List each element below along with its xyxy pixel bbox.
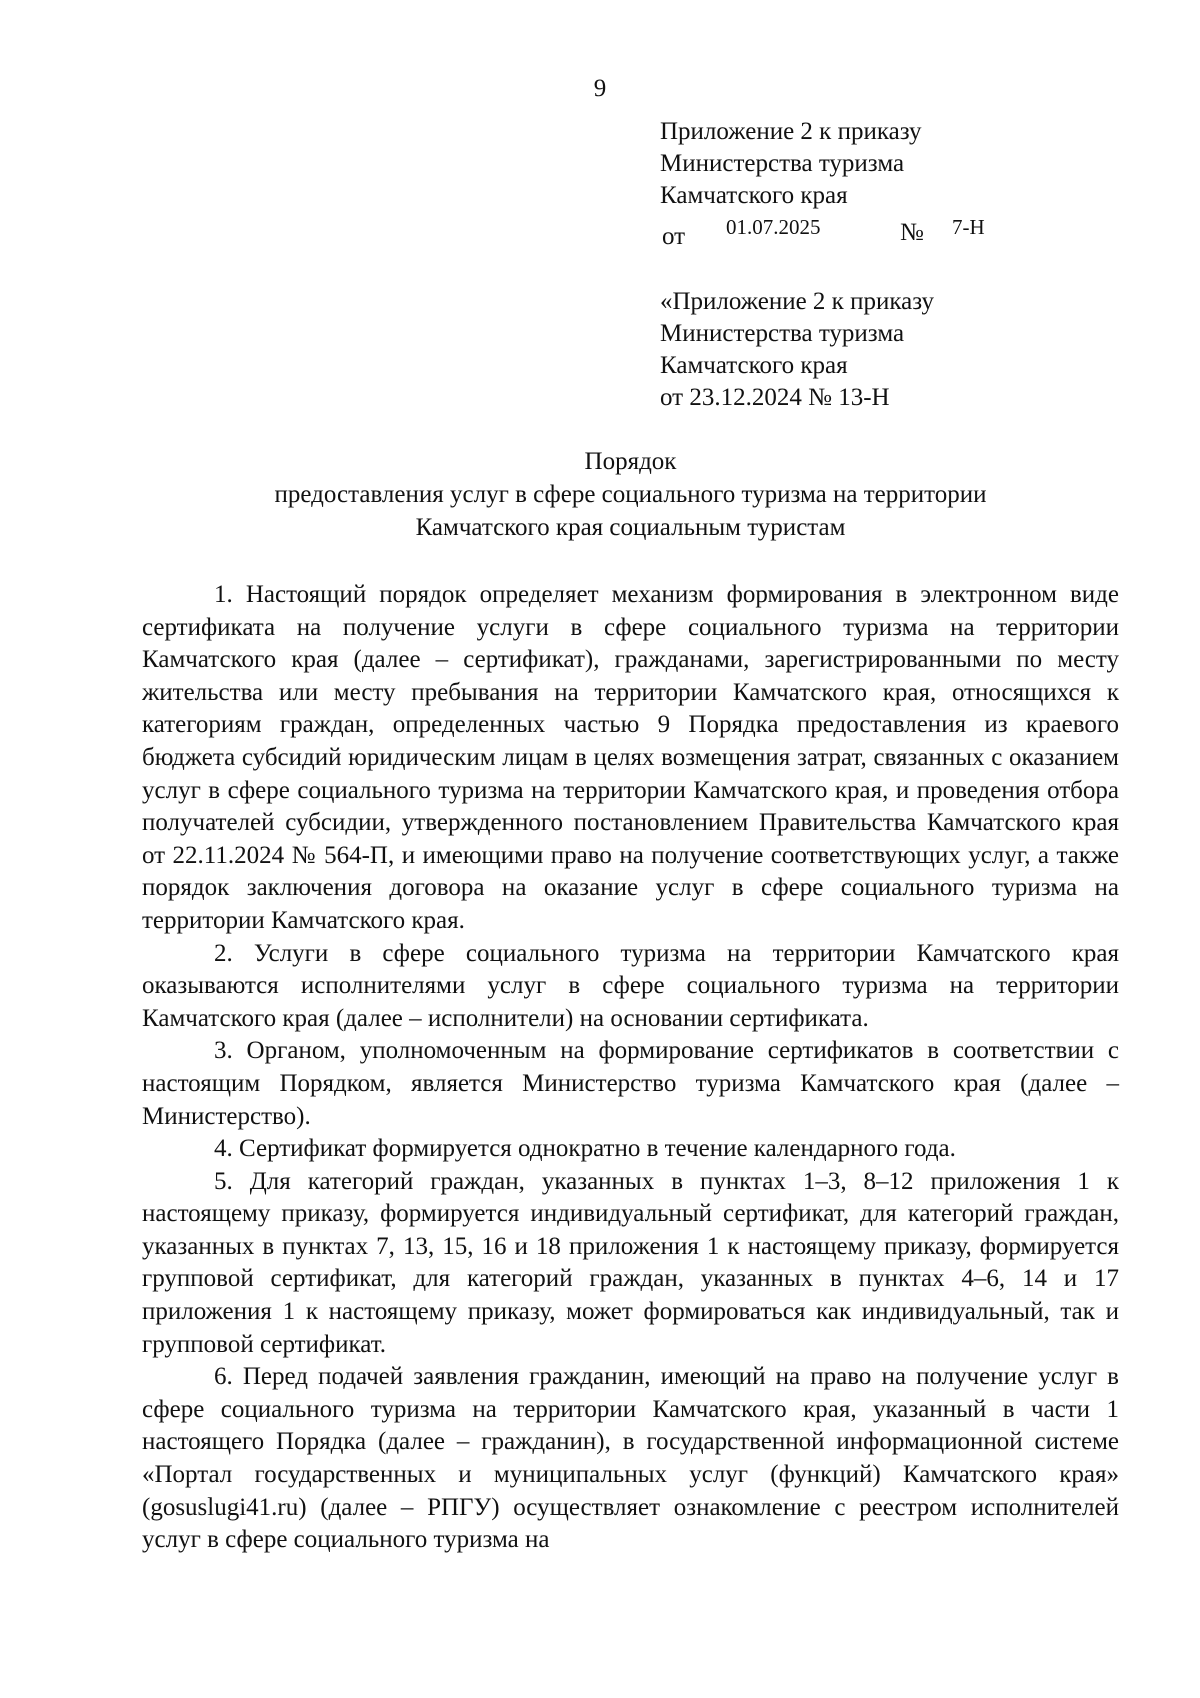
number-label: № (900, 219, 924, 246)
original-appendix-header (660, 286, 934, 414)
paragraph-5: 5. Для категорий граждан, указанных в пунктах 1–3, 8–12 приложения 1 к настоящему приказу, формируется индивидуальный сертификат, для категорий граждан, указанных в пунктах 7, 13, 15, 16 и 18 приложения 1 к настоящему приказу, формируется групповой сертификат, для категорий граждан, указанных в пунктах 4–6, 14 и 17 приложения 1 к настоящему приказу, может формироваться как индивидуальный, так и групповой сертификат. (142, 1167, 1119, 1358)
appendix-header-line: Приложение 2 к приказу (660, 118, 922, 145)
original-header-line: от 23.12.2024 № 13-Н (660, 384, 890, 411)
paragraph-1: 1. Настоящий порядок определяет механизм формирования в электронном виде сертификата на получение услуги в сфере социального туризма на территории Камчатского края (далее – сертификат), гражданами, зарегистрированными по месту жительства или месту пребывания на территории Камчатского края, относящихся к категориям граждан, определенных частью 9 Порядка предоставления из краевого бюджета субсидий юридическим лицам в целях возмещения затрат, связанных с оказанием услуг в сфере социального туризма на территории Камчатского края, и проведения отбора получателей субсидии, утвержденного постановлением Правительства Камчатского края от 22.11.2024 № 564-П, и имеющими право на получение соответствующих услуг, а также порядок заключения договора на оказание услуг в сфере социального туризма на территории Камчатского края. (142, 581, 1119, 934)
from-label: от (662, 223, 686, 250)
appendix-header (660, 116, 922, 212)
document-body (142, 579, 1119, 1557)
paragraph-3: 3. Органом, уполномоченным на формирование сертификатов в соответствии с настоящим Порядком, является Министерство туризма Камчатского края (далее – Министерство). (142, 1037, 1119, 1130)
title-line: Камчатского края социальным туристам (415, 514, 846, 541)
page-number: 9 (593, 75, 607, 102)
paragraph-6: 6. Перед подачей заявления гражданин, имеющий на право на получение услуг в сфере социального туризма на территории Камчатского края, указанный в части 1 настоящего Порядка (далее – гражданин), в государственной информационной системе «Портал государственных и муниципальных услуг (функций) Камчатского края» (gosuslugi41.ru) (далее – РПГУ) осуществляет ознакомление с реестром исполнителей услуг в сфере социального туризма на (142, 1363, 1119, 1554)
title-line: предоставления услуг в сфере социального туризма на территории (274, 481, 987, 508)
order-date-number (662, 212, 1002, 252)
order-number: 7-Н (952, 215, 985, 239)
order-date: 01.07.2025 (726, 215, 821, 239)
original-header-line: Камчатского края (660, 352, 848, 379)
document-title (142, 445, 1119, 544)
paragraph-4: 4. Сертификат формируется однократно в течение календарного года. (214, 1135, 956, 1163)
original-header-line: Министерства туризма (660, 320, 905, 347)
original-header-line: «Приложение 2 к приказу (660, 288, 935, 315)
appendix-header-line: Камчатского края (660, 182, 848, 209)
appendix-header-line: Министерства туризма (660, 150, 905, 177)
title-line: Порядок (584, 448, 677, 475)
paragraph-2: 2. Услуги в сфере социального туризма на территории Камчатского края оказываются исполнителями услуг в сфере социального туризма на территории Камчатского края (далее – исполнители) на основании сертификата. (142, 939, 1119, 1032)
